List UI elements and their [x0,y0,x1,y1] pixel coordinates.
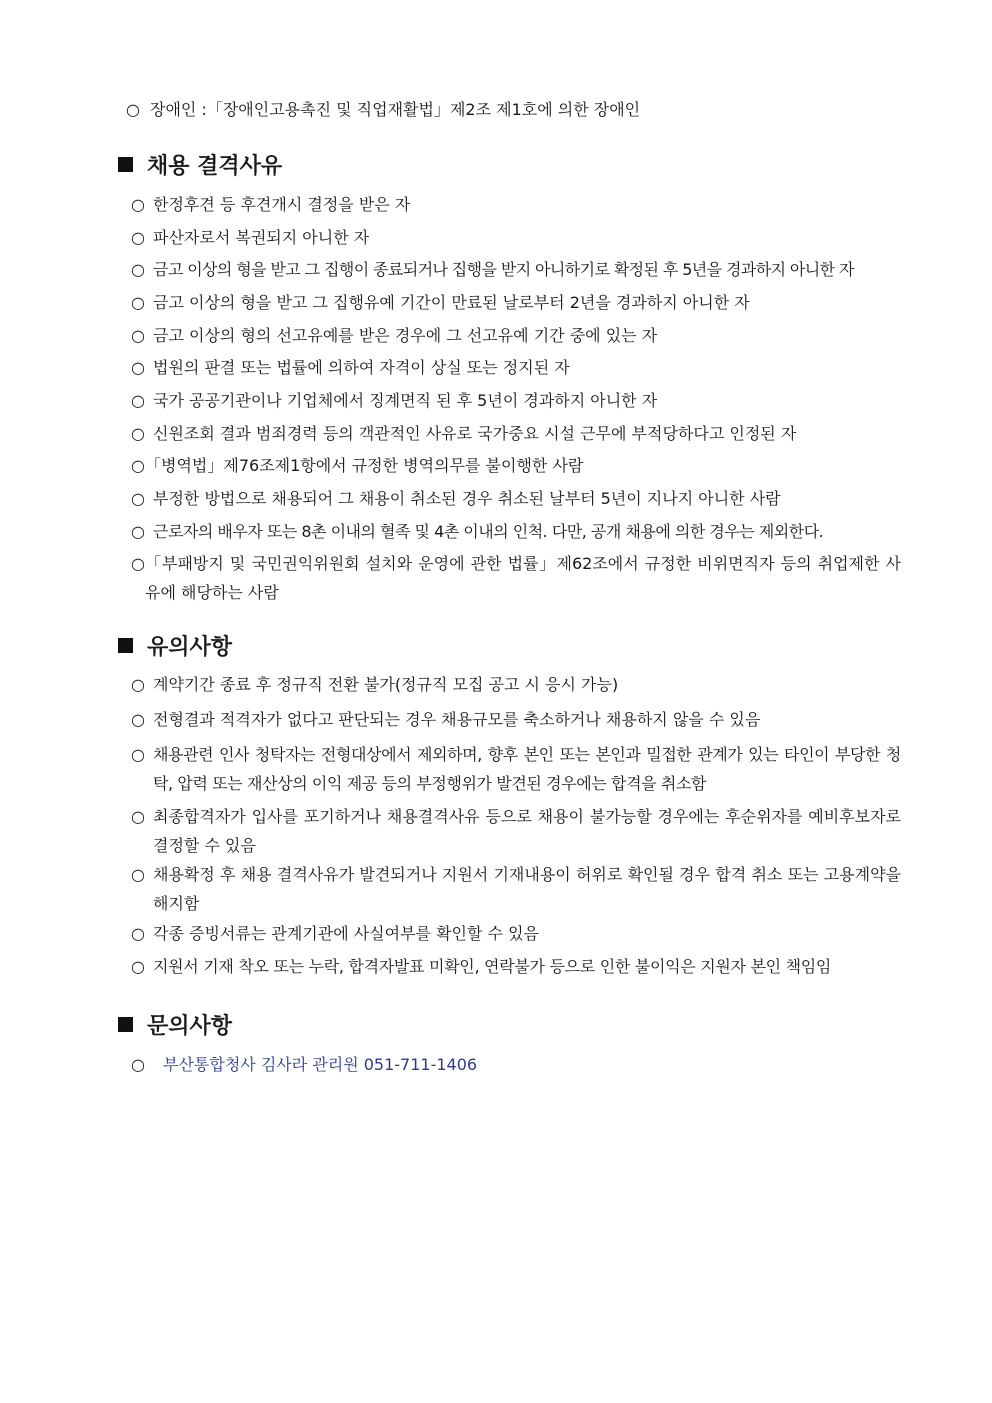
list-item [131,451,901,480]
square-bullet-icon [118,638,133,653]
circle-bullet-icon: ○ [131,326,145,345]
list-item [131,860,901,918]
list-item-text: 계약기간 종료 후 정규직 전환 불가(정규직 모집 공고 시 응시 가능) [153,675,619,694]
list-item-text: 금고 이상의 형을 받고 그 집행이 종료되거나 집행을 받지 아니하기로 확정된 후 5년을 경과하지 아니한 자 [153,260,854,279]
disability-definition-line [126,99,640,121]
list-item [131,223,901,252]
circle-bullet-icon: ○ [131,675,145,694]
list-item-text: 금고 이상의 형을 받고 그 집행유예 기간이 만료된 날로부터 2년을 경과하지 아니한 자 [153,293,750,312]
list-item [131,802,901,860]
list-item-text: 근로자의 배우자 또는 8촌 이내의 혈족 및 4촌 이내의 인척. 다만, 공개 채용에 의한 경우는 제외한다. [153,522,824,541]
list-item-text: 한정후견 등 후견개시 결정을 받은 자 [153,195,411,214]
section-title: 채용 결격사유 [147,154,283,179]
list-item [131,549,901,607]
circle-bullet-icon: ○ [131,195,145,214]
list-item [131,321,901,350]
circle-bullet-icon: ○ [131,522,145,541]
circle-bullet-icon: ○ [131,865,145,884]
list-item [131,190,901,219]
square-bullet-icon [118,157,133,172]
list-item-text: 「부패방지 및 국민권익위원회 설치와 운영에 관한 법률」제62조에서 규정한 비위면직자 등의 취업제한 사유에 해당하는 사람 [145,554,901,602]
list-item-text: 부정한 방법으로 채용되어 그 채용이 취소된 경우 취소된 날부터 5년이 지나지 아니한 사람 [153,489,781,508]
list-item-text: 파산자로서 복권되지 아니한 자 [153,228,370,247]
circle-bullet-icon: ○ [131,924,145,943]
section-title: 문의사항 [147,1014,233,1039]
circle-bullet-icon: ○ [131,358,145,377]
disability-definition-text: 장애인 :「장애인고용촉진 및 직업재활법」제2조 제1호에 의한 장애인 [150,100,641,119]
list-item-text: 법원의 판결 또는 법률에 의하여 자격이 상실 또는 정지된 자 [153,358,570,377]
list-item [131,484,901,513]
circle-bullet-icon: ○ [131,745,145,764]
list-item [131,288,901,317]
circle-bullet-icon: ○ [126,100,140,119]
circle-bullet-icon: ○ [131,391,145,410]
circle-bullet-icon: ○ [131,957,145,976]
list-item-text: 전형결과 적격자가 없다고 판단되는 경우 채용규모를 축소하거나 채용하지 않을 수 있음 [153,710,761,729]
circle-bullet-icon: ○ [131,260,145,279]
list-item-text: 채용관련 인사 청탁자는 전형대상에서 제외하며, 향후 본인 또는 본인과 밀접한 관계가 있는 타인이 부당한 청탁, 압력 또는 재산상의 이익 제공 등의 부정행위가 발견된 경우에는 합격을 취소함 [153,745,901,793]
circle-bullet-icon: ○ [131,489,145,508]
circle-bullet-icon: ○ [131,710,145,729]
list-item-text: 지원서 기재 착오 또는 누락, 합격자발표 미확인, 연락불가 등으로 인한 불이익은 지원자 본인 책임임 [153,957,832,976]
circle-bullet-icon: ○ [131,424,145,443]
list-item-text: 신원조회 결과 범죄경력 등의 객관적인 사유로 국가중요 시설 근무에 부적당하다고 인정된 자 [153,424,797,443]
list-item [131,353,901,382]
list-item [131,386,901,415]
circle-bullet-icon: ○ [131,807,145,826]
circle-bullet-icon: ○ [131,456,145,475]
circle-bullet-icon: ○ [131,293,145,312]
circle-bullet-icon: ○ [131,228,145,247]
list-item-text: 금고 이상의 형의 선고유예를 받은 경우에 그 선고유예 기간 중에 있는 자 [153,326,658,345]
section-heading-notes [118,633,232,663]
contact-item [131,1050,901,1079]
list-item [131,517,901,546]
list-item [131,919,901,948]
section-heading-inquiry [118,1012,232,1042]
circle-bullet-icon: ○ [131,1055,145,1074]
list-item [131,705,901,734]
circle-bullet-icon: ○ [131,554,145,573]
section-heading-disqualification [118,152,282,182]
list-item [131,670,901,699]
list-item [131,740,901,798]
section-title: 유의사항 [147,635,233,660]
list-item-text: 채용확정 후 채용 결격사유가 발견되거나 지원서 기재내용이 허위로 확인될 경우 합격 취소 또는 고용계약을 해지함 [153,865,901,913]
square-bullet-icon [118,1017,133,1032]
list-item-text: 「병역법」제76조제1항에서 규정한 병역의무를 불이행한 사람 [145,456,584,475]
list-item-text: 최종합격자가 입사를 포기하거나 채용결격사유 등으로 채용이 불가능할 경우에는 후순위자를 예비후보자로 결정할 수 있음 [153,807,901,855]
contact-text: 부산통합청사 김사라 관리원 051-711-1406 [163,1055,478,1074]
list-item [131,255,901,284]
list-item-text: 각종 증빙서류는 관계기관에 사실여부를 확인할 수 있음 [153,924,540,943]
list-item [131,952,901,981]
list-item-text: 국가 공공기관이나 기업체에서 징계면직 된 후 5년이 경과하지 아니한 자 [153,391,658,410]
list-item [131,419,901,448]
